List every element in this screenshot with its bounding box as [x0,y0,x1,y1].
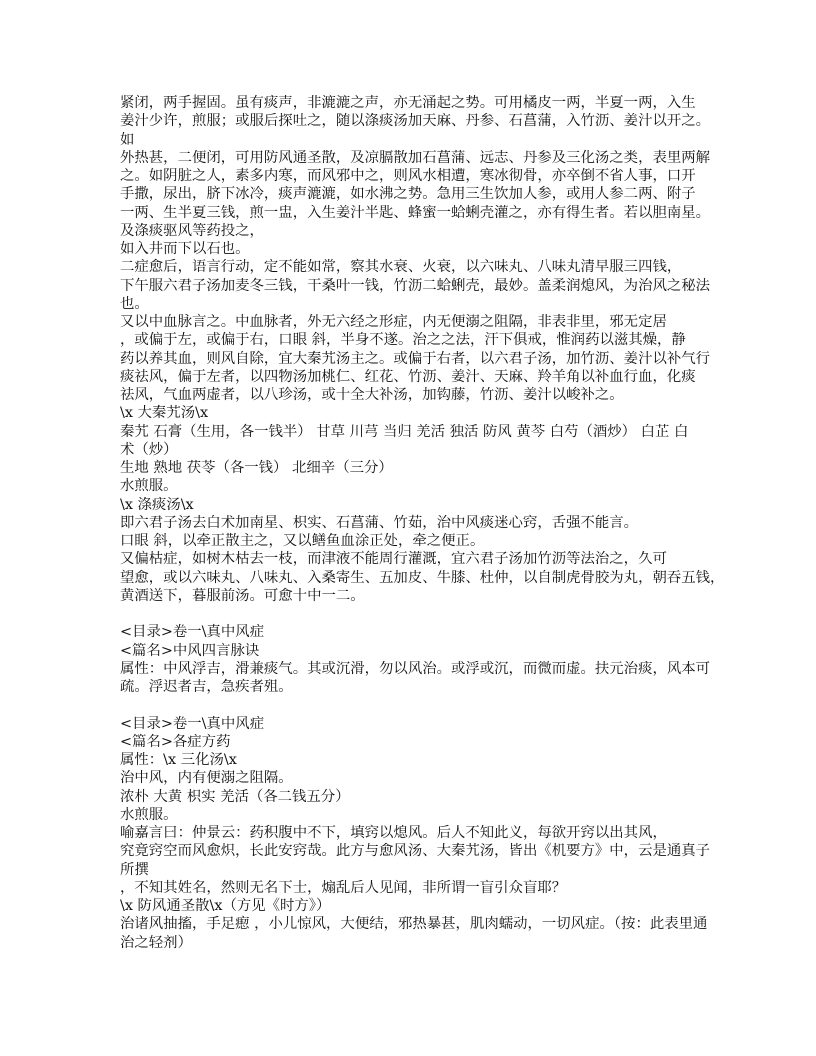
text-line: 治中风，内有便溺之阻隔。 [120,770,293,787]
text-line: 外热甚，二便闭，可用防风通圣散，及凉膈散加石菖蒲、远志、丹参及三化汤之类，表里两解 [120,149,711,166]
text-line: <篇名>各症方药 [120,733,231,750]
text-line: 属性：中风浮吉，滑兼痰气。其或沉滑，勿以风治。或浮或沉，而微而虚。扶元治痰，风本可 [120,660,711,677]
text-line: 如 [120,131,135,148]
blank-line [120,696,720,714]
text-line: 紧闭，两手握固。虽有痰声，非漉漉之声，亦无涌起之势。可用橘皮一两，半夏一两，入生 [120,95,696,111]
text-line: 及涤痰驱风等药投之， [120,222,264,239]
text-line: 二症愈后，语言行动，定不能如常，察其水衰、火衰，以六味丸、八味丸清早服三四钱， [120,259,682,276]
text-line: 又以中血脉言之。中血脉者，外无六经之形症，内无便溺之阻隔，非表非里，邪无定居 [120,314,667,330]
text-line: 治诸风抽搐，手足瘛 ，小儿惊风，大便结，邪热暴甚，肌肉蠕动，一切风症。（按：此表里通 [120,916,708,933]
text-line: 下午服六君子汤加麦冬三钱，干桑叶一钱，竹沥二蛤蜊壳，最妙。盖柔润熄风，为治风之秘法 [120,277,711,294]
text-line: 又偏枯症，如树木枯去一枝，而津液不能周行灌溉，宜六君子汤加竹沥等法治之，久可 [120,551,667,568]
blank-line [120,605,720,623]
text-line: 水煎服。 [120,478,178,495]
text-line: <目录>卷一\真中风症 [120,624,265,641]
text-line: 生地 熟地 茯苓（各一钱） 北细辛（三分） [120,460,393,476]
text-line: 究竟窍空而风愈炽，长此安窍哉。此方与愈风汤、大秦艽汤，皆出《机要方》中，云是通真子 [120,843,711,860]
text-line: 手撒，尿出，脐下冰冷，痰声漉漉，如水沸之势。急用三生饮加人参，或用人参二两、附子 [120,186,696,203]
text-line: 痰祛风，偏于左者，以四物汤加桃仁、红花、竹沥、姜汁、天麻、羚羊角以补血行血，化痰 [120,368,696,385]
text-line: 治之轻剂） [120,934,192,951]
text-line: ，或偏于左，或偏于右，口眼 斜，半身不遂。治之之法，汗下俱戒，惟润药以滋其燥，静 [120,332,686,349]
text-line: 药以养其血，则风自除，宜大秦艽汤主之。或偏于右者，以六君子汤，加竹沥、姜汁以补气行 [120,350,711,367]
text-line: 祛风，气血两虚者，以八珍汤，或十全大补汤，加钩藤，竹沥、姜汁以峻补之。 [120,387,624,403]
text-line: 所撰 [120,861,149,878]
document-body [120,94,725,952]
text-line: <篇名>中风四言脉诀 [120,642,260,659]
text-line: 水煎服。 [120,806,178,823]
text-line: 也。 [120,295,149,312]
text-line: 秦艽 石膏（生用，各一钱半） 甘草 川芎 当归 羌活 独活 防风 黄芩 白芍（酒炒） 白芷 白 [120,423,689,440]
text-line: ，不知其姓名，然则无名下士，煽乱后人见闻，非所谓一盲引众盲耶？ [120,879,567,896]
text-line: 术（炒） [120,441,178,458]
text-line: 望愈，或以六味丸、八味丸、入桑寄生、五加皮、牛膝、杜仲，以自制虎骨胶为丸，朝吞五钱， [120,569,725,586]
text-line: 疏。浮迟者吉，急疾者殂。 [120,679,293,695]
text-line: 浓朴 大黄 枳实 羌活（各二钱五分） [120,788,350,805]
text-line: 如入井而下以石也。 [120,241,250,257]
text-line: 一两、生半夏三钱，煎一盅，入生姜汁半匙、蜂蜜一蛤蜊壳灌之，亦有得生者。若以胆南星。 [120,204,711,221]
text-line: 之。如阴脏之人，素多内寒，而风邪中之，则风水相遭，寒冰彻骨，亦卒倒不省人事，口开 [120,168,696,184]
text-line: <目录>卷一\真中风症 [120,715,265,732]
text-line: 即六君子汤去白术加南星、枳实、石菖蒲、竹茹，治中风痰迷心窍，舌强不能言。 [120,514,639,531]
text-line: 属性：\x 三化汤\x [120,752,237,768]
text-line: 姜汁少许，煎服；或服后探吐之，随以涤痰汤加天麻、丹参、石菖蒲，入竹沥、姜汁以开之。 [120,113,711,130]
text-line: 黄酒送下，暮服前汤。可愈十中一二。 [120,587,365,604]
text-line: 喻嘉言曰：仲景云：药积腹中不下，填窍以熄风。后人不知此义，每欲开窍以出其风， [120,825,667,841]
text-line: 口眼 斜，以牵正散主之，又以鳝鱼血涂正处，牵之便正。 [120,533,485,549]
text-line: \x 大秦艽汤\x [120,405,209,422]
text-line: \x 防风通圣散\x（方见《时方》） [120,898,331,914]
text-line: \x 涤痰汤\x [120,496,194,513]
